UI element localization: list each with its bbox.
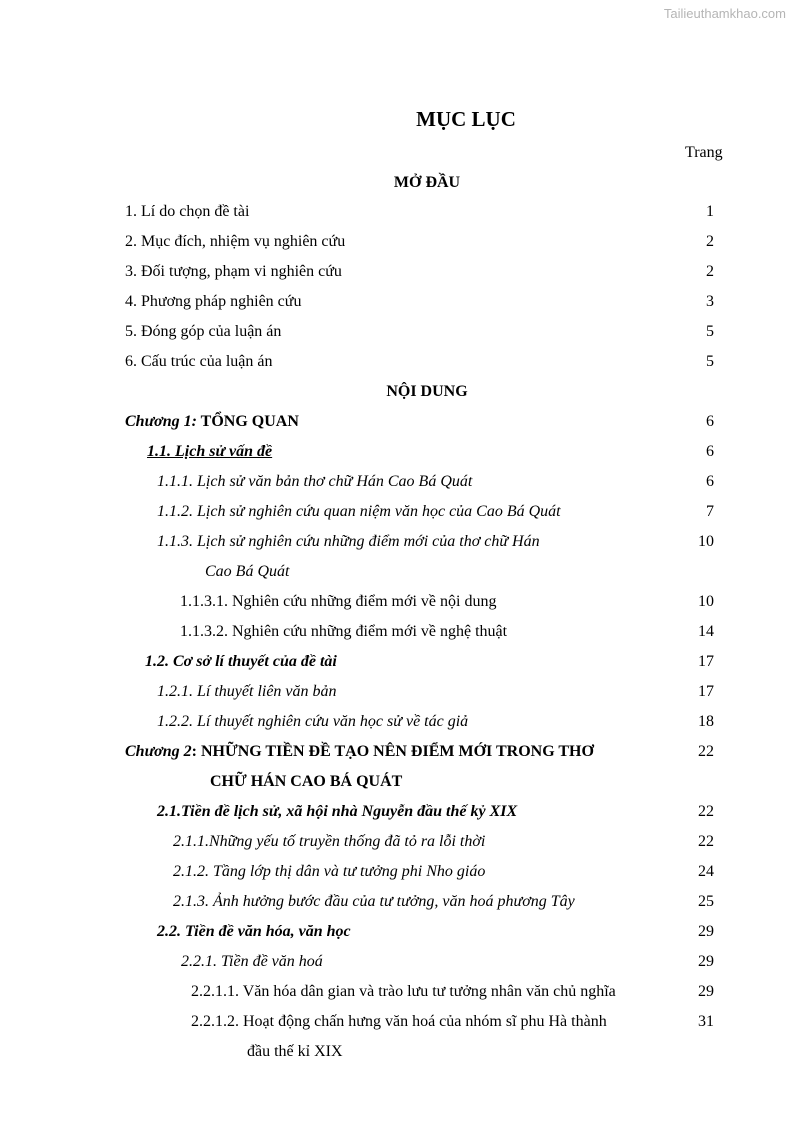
toc-entry-text: 2.1.2. Tầng lớp thị dân và tư tưởng phi Nho giáo <box>173 863 486 880</box>
toc-entry-continuation: đầu thế kỉ XIX <box>247 1043 343 1060</box>
toc-entry-text: 2.1.1.Những yếu tố truyền thống đã tỏ ra lỗi thời <box>173 833 486 850</box>
toc-entry <box>0 803 794 833</box>
chapter-title-continuation: CHỮ HÁN CAO BÁ QUÁT <box>210 773 403 790</box>
toc-entry-text: 2.2. Tiền đề văn hóa, văn học <box>157 923 351 940</box>
toc-entry <box>0 233 794 263</box>
toc-entry-text: 1. Lí do chọn đề tài <box>125 203 250 220</box>
section-heading-intro: MỞ ĐẦU <box>393 174 461 191</box>
toc-entry-page: 2 <box>706 263 714 280</box>
toc-entry-page: 29 <box>698 923 714 940</box>
toc-entry-page: 7 <box>706 503 714 520</box>
toc-entry <box>0 593 794 623</box>
toc-entry-text: 1.1.3.2. Nghiên cứu những điểm mới về nghệ thuật <box>180 623 508 640</box>
toc-entry <box>0 953 794 983</box>
toc-entry <box>0 1013 794 1043</box>
toc-entry-page: 31 <box>698 1013 714 1030</box>
chapter-label: Chương 1: <box>125 413 197 430</box>
toc-entry-text: 2.2.1. Tiền đề văn hoá <box>181 953 323 970</box>
toc-entry-text: 1.1.1. Lịch sử văn bản thơ chữ Hán Cao Bá Quát <box>157 473 473 490</box>
toc-entry-page: 22 <box>698 833 714 850</box>
watermark: Tailieuthamkhao.com <box>663 6 786 21</box>
toc-entry-text: 1.2.1. Lí thuyết liên văn bản <box>157 683 337 700</box>
toc-entry <box>0 263 794 293</box>
toc-entry-page: 1 <box>706 203 714 220</box>
toc-entry-text: 2.1.3. Ảnh hưởng bước đầu của tư tưởng, văn hoá phương Tây <box>173 893 575 910</box>
toc-entry <box>0 983 794 1013</box>
toc-entry <box>0 683 794 713</box>
toc-chapter-2 <box>0 743 794 773</box>
section-heading-content: NỘI DUNG <box>386 383 468 400</box>
toc-entry-text: 1.1.3.1. Nghiên cứu những điểm mới về nội dung <box>180 593 497 610</box>
toc-entry-page: 22 <box>698 803 714 820</box>
toc-entry-page: 14 <box>698 623 714 640</box>
toc-entry-page: 29 <box>698 983 714 1000</box>
toc-entry-page: 5 <box>706 353 714 370</box>
toc-entry-text: 1.1. Lịch sử vấn đề <box>147 443 273 460</box>
toc-entry <box>0 503 794 533</box>
toc-entry-continuation: Cao Bá Quát <box>205 563 290 580</box>
toc-entry <box>0 293 794 323</box>
toc-entry <box>0 203 794 233</box>
toc-entry <box>0 473 794 503</box>
toc-entry <box>0 533 794 563</box>
toc-entry <box>0 713 794 743</box>
toc-entry-text: 2. Mục đích, nhiệm vụ nghiên cứu <box>125 233 346 250</box>
toc-entry-page: 6 <box>706 443 714 460</box>
toc-entry <box>0 623 794 653</box>
toc-entry <box>0 323 794 353</box>
toc-entry <box>0 443 794 473</box>
page-title: MỤC LỤC <box>416 107 516 131</box>
toc-entry-page: 25 <box>698 893 714 910</box>
toc-entry-text: 2.1.Tiền đề lịch sử, xã hội nhà Nguyễn đầu thế kỷ XIX <box>157 803 518 820</box>
toc-entry-page: 6 <box>706 413 714 430</box>
toc-entry-page: 5 <box>706 323 714 340</box>
toc-entry-page: 10 <box>698 533 714 550</box>
toc-entry-page: 10 <box>698 593 714 610</box>
toc-entry-text: 4. Phương pháp nghiên cứu <box>125 293 302 310</box>
toc-entry-text: 1.1.2. Lịch sử nghiên cứu quan niệm văn học của Cao Bá Quát <box>157 503 561 520</box>
toc-entry <box>0 923 794 953</box>
toc-entry-text: 1.1.3. Lịch sử nghiên cứu những điểm mới của thơ chữ Hán <box>157 533 540 550</box>
toc-chapter-1 <box>0 413 794 443</box>
toc-entry-page: 17 <box>698 653 714 670</box>
toc-entry-page: 2 <box>706 233 714 250</box>
toc-entry-page: 3 <box>706 293 714 310</box>
toc-entry-text: 1.2.2. Lí thuyết nghiên cứu văn học sử về tác giả <box>157 713 469 730</box>
chapter-title: : NHỮNG TIỀN ĐỀ TẠO NÊN ĐIỂM MỚI TRONG THƠ <box>191 743 594 760</box>
toc-entry <box>0 353 794 383</box>
toc-entry <box>0 653 794 683</box>
toc-entry <box>0 893 794 923</box>
toc-entry-text: 1.2. Cơ sở lí thuyết của đề tài <box>145 653 337 670</box>
toc-entry-text: 2.2.1.2. Hoạt động chấn hưng văn hoá của nhóm sĩ phu Hà thành <box>191 1013 607 1030</box>
toc-entry-text: 2.2.1.1. Văn hóa dân gian và trào lưu tư tưởng nhân văn chủ nghĩa <box>191 983 616 1000</box>
chapter-title: TỔNG QUAN <box>196 413 299 430</box>
toc-entry-text: 5. Đóng góp của luận án <box>125 323 282 340</box>
page-column-header: Trang <box>685 144 723 161</box>
toc-entry-page: 17 <box>698 683 714 700</box>
toc-entry-page: 29 <box>698 953 714 970</box>
toc-entry-page: 22 <box>698 743 714 760</box>
toc-entry-text: 6. Cấu trúc của luận án <box>125 353 273 370</box>
toc-entry-page: 18 <box>698 713 714 730</box>
toc-entry <box>0 833 794 863</box>
toc-entry-page: 6 <box>706 473 714 490</box>
chapter-label: Chương 2 <box>125 743 192 760</box>
toc-entry-text: 3. Đối tượng, phạm vi nghiên cứu <box>125 263 342 280</box>
toc-entry <box>0 863 794 893</box>
toc-entry-page: 24 <box>698 863 714 880</box>
